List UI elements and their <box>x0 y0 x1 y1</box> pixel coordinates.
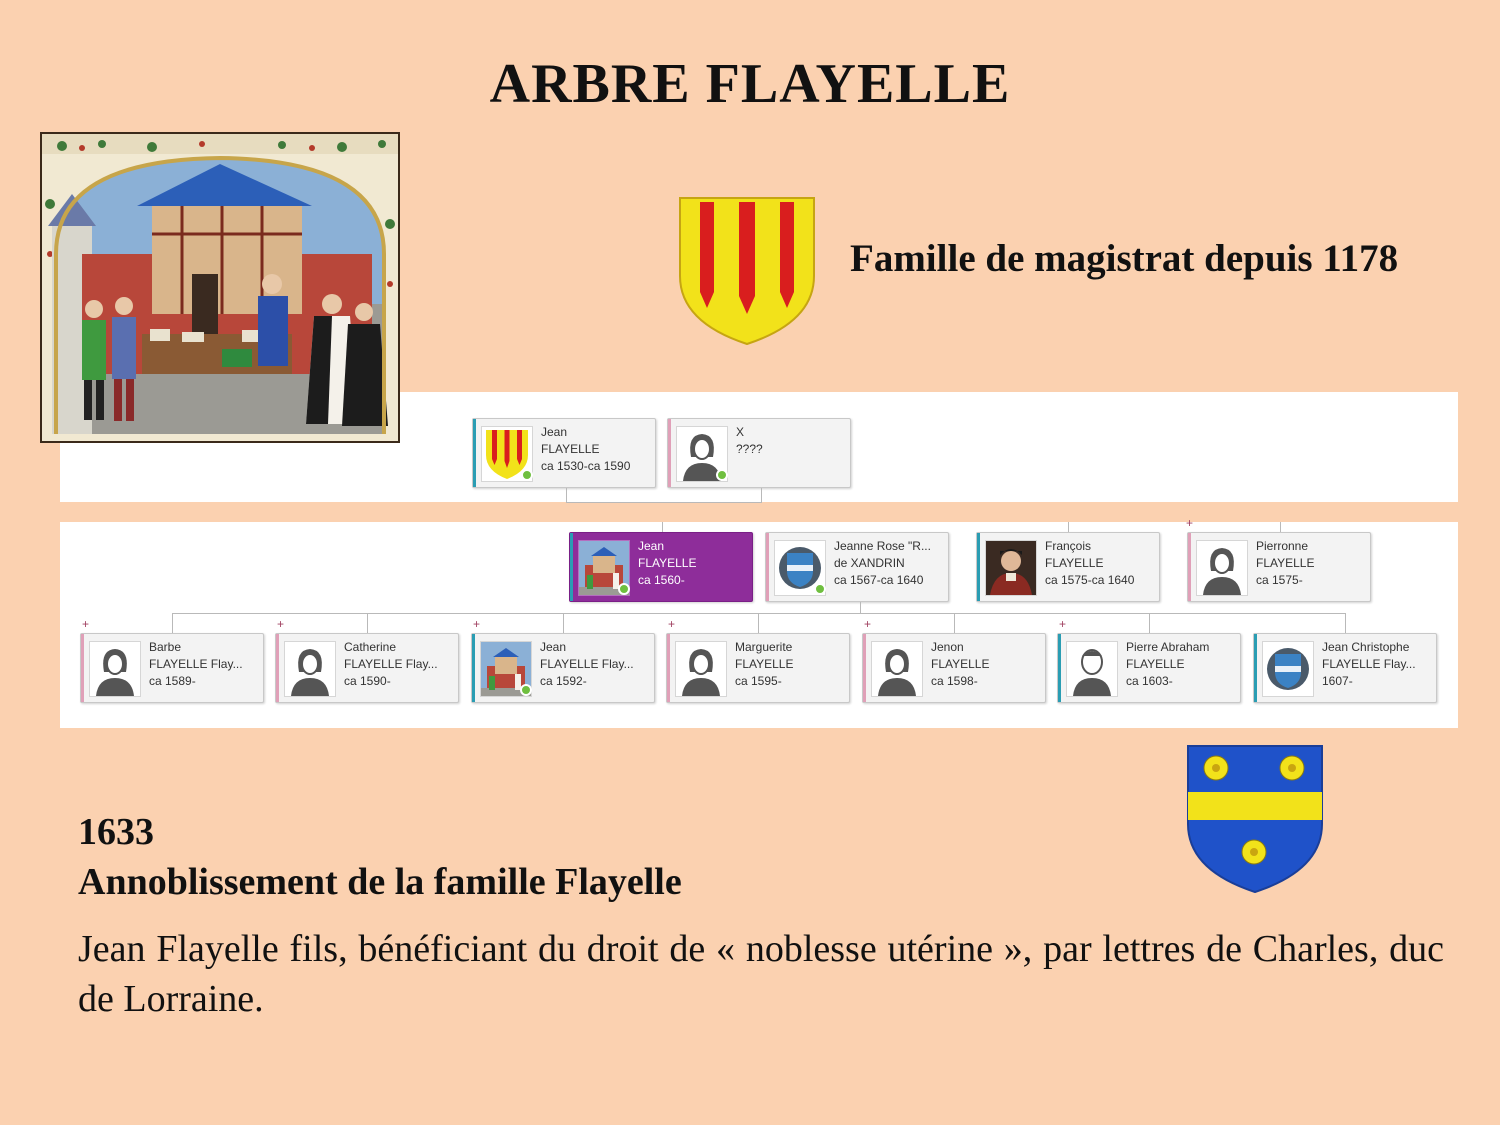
person-given-name: Pierre Abraham <box>1126 640 1210 654</box>
medieval-painting-image <box>40 132 400 443</box>
person-info <box>735 639 793 690</box>
person-given-name: Barbe <box>149 640 182 654</box>
tree-connector <box>662 522 663 532</box>
year-heading: 1633 <box>78 811 154 853</box>
female-silhouette-icon <box>284 641 336 697</box>
female-silhouette-icon <box>89 641 141 697</box>
person-given-name: Jean <box>638 539 665 553</box>
person-info <box>344 639 438 690</box>
person-surname: FLAYELLE <box>931 657 990 671</box>
person-info <box>149 639 243 690</box>
subtitle: Famille de magistrat depuis 1178 <box>850 237 1399 280</box>
person-given-name: Pierronne <box>1256 539 1309 553</box>
person-given-name: X <box>736 425 745 439</box>
tree-connector <box>1068 522 1069 532</box>
female-silhouette-icon <box>1196 540 1248 596</box>
person-card-child[interactable] <box>1057 633 1241 703</box>
female-silhouette-icon <box>871 641 923 697</box>
tree-connector <box>1345 613 1346 633</box>
person-dates: ca 1595- <box>735 674 782 688</box>
expand-icon[interactable]: + <box>277 617 285 631</box>
person-card-sibling[interactable] <box>976 532 1160 602</box>
person-given-name: Marguerite <box>735 640 793 654</box>
person-surname: FLAYELLE Flay... <box>1322 657 1416 671</box>
person-info <box>736 424 763 458</box>
person-dates: ca 1530-ca 1590 <box>541 459 631 473</box>
female-silhouette-icon <box>675 641 727 697</box>
person-surname: FLAYELLE Flay... <box>344 657 438 671</box>
person-dates: 1607- <box>1322 674 1353 688</box>
gender-bar <box>1058 634 1061 702</box>
person-given-name: Catherine <box>344 640 397 654</box>
gender-bar <box>766 533 769 601</box>
crest-icon <box>1262 641 1314 697</box>
person-card-parent[interactable] <box>472 418 656 488</box>
person-surname: FLAYELLE <box>735 657 794 671</box>
person-surname: FLAYELLE <box>541 442 600 456</box>
section-heading: Annoblissement de la famille Flayelle <box>78 861 682 903</box>
person-dates: ca 1598- <box>931 674 978 688</box>
expand-icon[interactable]: + <box>473 617 481 631</box>
gender-bar <box>668 419 671 487</box>
tree-connector <box>761 488 762 502</box>
person-given-name: François <box>1045 539 1092 553</box>
media-badge-icon <box>814 583 826 595</box>
gender-bar <box>81 634 84 702</box>
person-surname: FLAYELLE <box>638 556 697 570</box>
body-paragraph: Jean Flayelle fils, bénéficiant du droit de « noblesse utérine », par lettres de Charles, duc de Lorraine. <box>78 928 1444 1020</box>
person-surname: ???? <box>736 442 763 456</box>
male-silhouette-icon <box>1066 641 1118 697</box>
person-dates: ca 1575- <box>1256 573 1303 587</box>
person-info <box>540 639 634 690</box>
person-given-name: Jean Christophe <box>1322 640 1410 654</box>
person-info <box>1045 538 1134 589</box>
tree-connector <box>367 613 368 633</box>
gender-bar <box>1254 634 1257 702</box>
gender-bar <box>667 634 670 702</box>
media-badge-icon <box>716 469 728 481</box>
person-surname: FLAYELLE <box>1126 657 1185 671</box>
tree-connector <box>1149 613 1150 633</box>
slide-title: ARBRE FLAYELLE <box>489 53 1011 115</box>
person-surname: de XANDRIN <box>834 556 905 570</box>
gender-bar <box>276 634 279 702</box>
portrait-icon <box>985 540 1037 596</box>
flayelle-coat-of-arms-icon <box>678 196 816 346</box>
tree-connector <box>758 613 759 633</box>
person-card-sibling[interactable] <box>569 532 753 602</box>
person-info <box>1256 538 1314 589</box>
person-card-child[interactable] <box>666 633 850 703</box>
gender-bar <box>472 634 475 702</box>
person-info <box>1126 639 1209 690</box>
person-surname: FLAYELLE Flay... <box>149 657 243 671</box>
gender-bar <box>1188 533 1191 601</box>
expand-icon[interactable]: + <box>668 617 676 631</box>
person-dates: ca 1603- <box>1126 674 1173 688</box>
media-badge-icon <box>520 684 532 696</box>
expand-icon[interactable]: + <box>82 617 90 631</box>
person-given-name: Jean <box>541 425 568 439</box>
person-surname: FLAYELLE <box>1045 556 1104 570</box>
person-given-name: Jenon <box>931 640 964 654</box>
person-card-sibling[interactable] <box>765 532 949 602</box>
person-info <box>931 639 989 690</box>
gender-bar <box>473 419 476 487</box>
person-given-name: Jean <box>540 640 567 654</box>
person-card-child[interactable] <box>1253 633 1437 703</box>
person-dates: ca 1575-ca 1640 <box>1045 573 1135 587</box>
person-surname: FLAYELLE Flay... <box>540 657 634 671</box>
tree-connector <box>860 602 861 613</box>
person-card-child[interactable] <box>275 633 459 703</box>
expand-icon[interactable]: + <box>1186 516 1194 530</box>
person-info <box>1322 639 1416 690</box>
tree-connector <box>173 613 1345 614</box>
person-given-name: Jeanne Rose "R... <box>834 539 931 553</box>
person-surname: FLAYELLE <box>1256 556 1315 570</box>
person-dates: ca 1560- <box>638 573 685 587</box>
media-badge-icon <box>521 469 533 481</box>
person-dates: ca 1567-ca 1640 <box>834 573 924 587</box>
expand-icon[interactable]: + <box>864 617 872 631</box>
gender-bar <box>863 634 866 702</box>
person-info <box>541 424 630 475</box>
person-card-child[interactable] <box>80 633 264 703</box>
person-info <box>638 538 696 589</box>
person-card-child[interactable] <box>471 633 655 703</box>
expand-icon[interactable]: + <box>1059 617 1067 631</box>
tree-connector <box>566 502 762 503</box>
person-card-sibling[interactable] <box>1187 532 1371 602</box>
tree-connector <box>172 613 173 633</box>
gender-bar <box>570 533 573 601</box>
tree-connector <box>566 488 567 502</box>
tree-connector <box>1280 522 1281 532</box>
person-card-child[interactable] <box>862 633 1046 703</box>
person-dates: ca 1590- <box>344 674 391 688</box>
gender-bar <box>977 533 980 601</box>
person-dates: ca 1589- <box>149 674 196 688</box>
person-card-parent[interactable] <box>667 418 851 488</box>
person-dates: ca 1592- <box>540 674 587 688</box>
noble-coat-of-arms-icon <box>1186 744 1324 894</box>
tree-connector <box>954 613 955 633</box>
tree-connector <box>563 613 564 633</box>
media-badge-icon <box>618 583 630 595</box>
person-info <box>834 538 931 589</box>
